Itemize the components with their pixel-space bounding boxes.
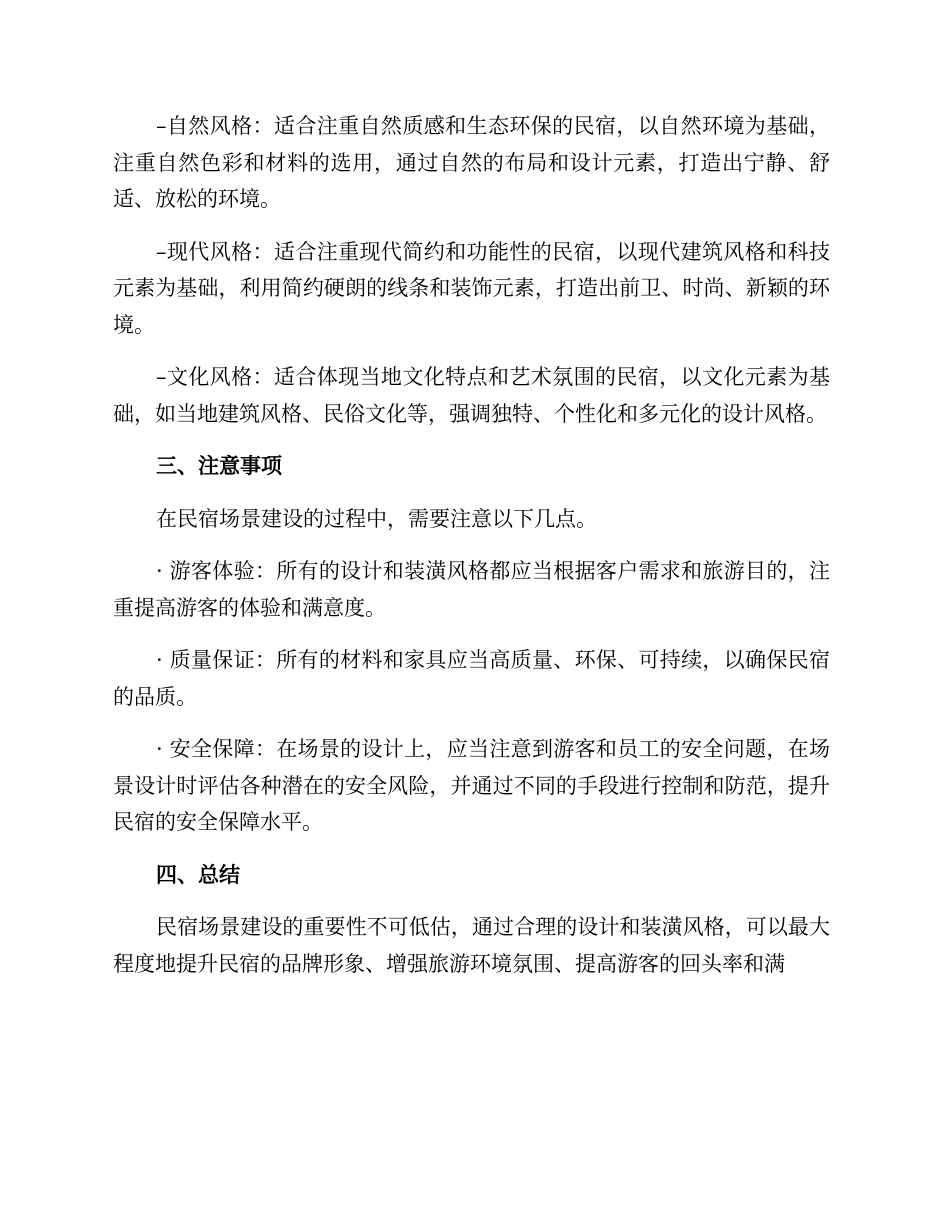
paragraph-natural-style: –自然风格：适合注重自然质感和生态环保的民宿，以自然环境为基础，注重自然色彩和材料的选用，通过自然的布局和设计元素，打造出宁静、舒适、放松的环境。 (113, 114, 830, 211)
section-heading-summary: 四、总结 (156, 862, 240, 887)
paragraph-modern-style: –现代风格：适合注重现代简约和功能性的民宿，以现代建筑风格和科技元素为基础，利用简约硬朗的线条和装饰元素，打造出前卫、时尚、新颖的环境。 (113, 239, 830, 337)
paragraph-cultural-style: –文化风格：适合体现当地文化特点和艺术氛围的民宿，以文化元素为基础，如当地建筑风格、民俗文化等，强调独特、个性化和多元化的设计风格。 (113, 365, 830, 426)
paragraph-precautions-intro: 在民宿场景建设的过程中，需要注意以下几点。 (156, 506, 597, 531)
list-item-quality-assurance: · 质量保证：所有的材料和家具应当高质量、环保、可持续，以确保民宿的品质。 (113, 648, 830, 709)
list-item-safety-assurance: · 安全保障：在场景的设计上，应当注意到游客和员工的安全问题，在场景设计时评估各种潜在的安全风险，并通过不同的手段进行控制和防范，提升民宿的安全保障水平。 (113, 737, 830, 834)
section-heading-precautions: 三、注意事项 (156, 454, 282, 478)
list-item-visitor-experience: · 游客体验：所有的设计和装潢风格都应当根据客户需求和旅游目的，注重提高游客的体验和满意度。 (113, 559, 830, 620)
paragraph-summary: 民宿场景建设的重要性不可低估，通过合理的设计和装潢风格，可以最大程度地提升民宿的品牌形象、增强旅游环境氛围、提高游客的回头率和满 (113, 915, 830, 976)
